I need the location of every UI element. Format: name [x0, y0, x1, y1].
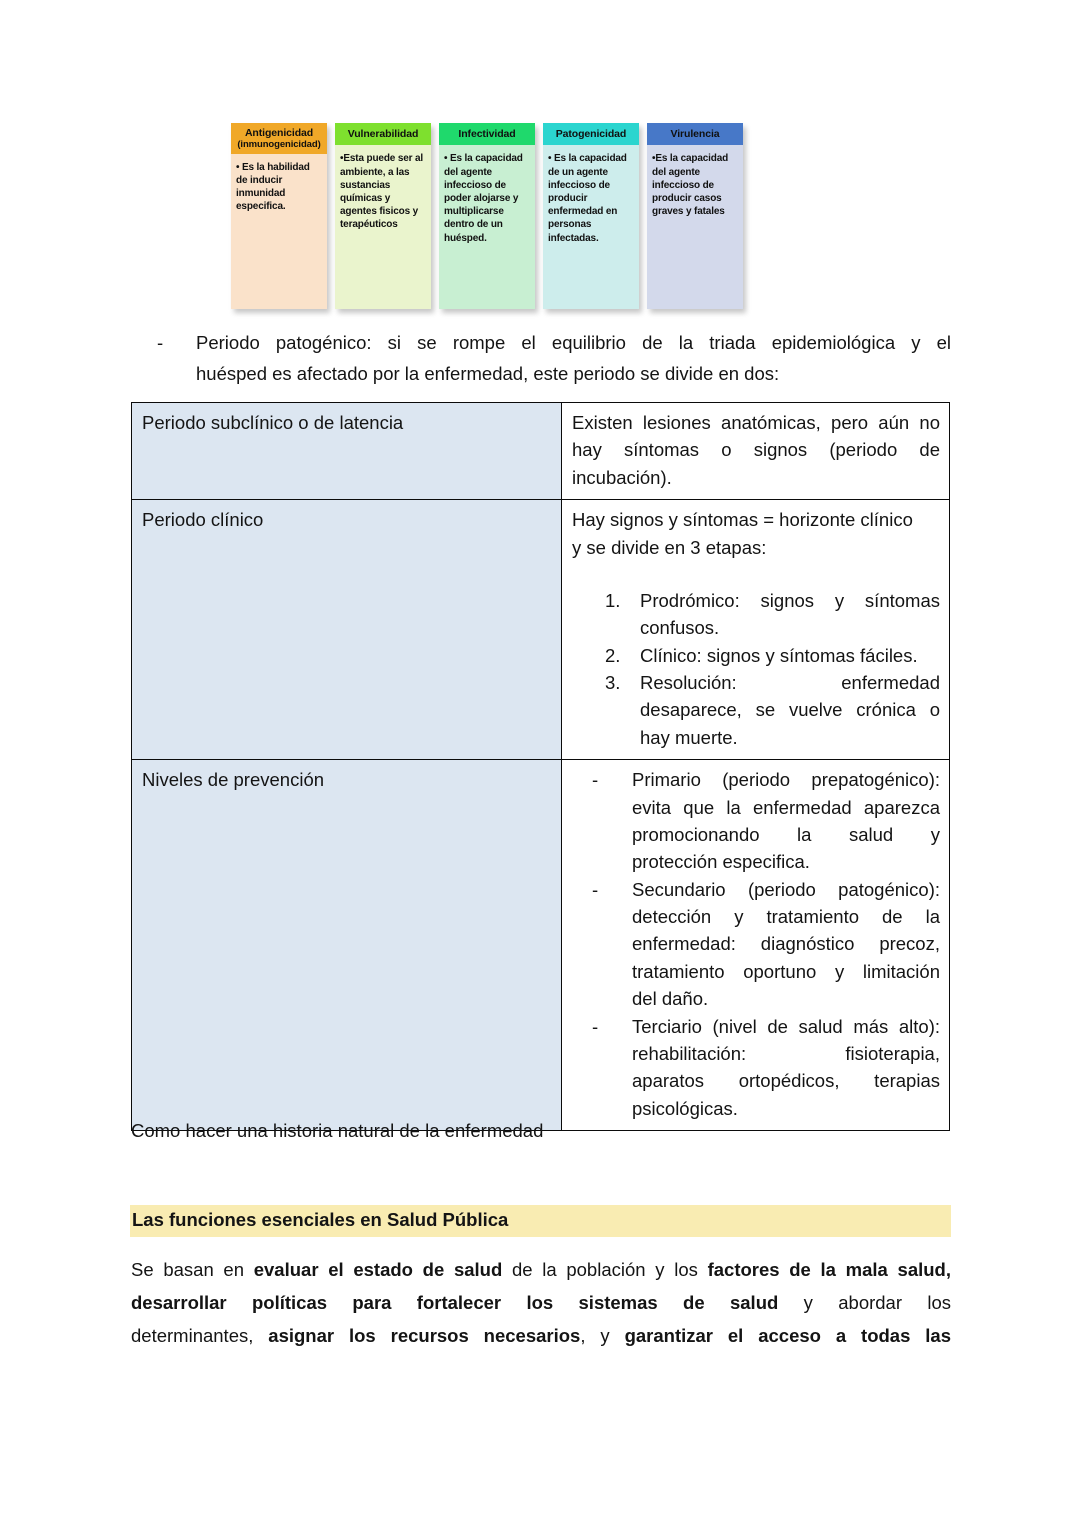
diagram-card-patogenicidad: [543, 123, 639, 309]
list-item: [572, 1013, 940, 1123]
periodo-patogenico-paragraph: [131, 328, 951, 389]
text-run-bold: factores de la mala salud,: [707, 1259, 952, 1280]
dash-marker: -: [592, 1015, 599, 1037]
list-line: tratamiento oportuno y limitación: [632, 960, 940, 982]
list-line: aparatos ortopédicos, terapias: [632, 1070, 940, 1092]
list-line: protección especifica.: [632, 851, 810, 873]
list-line: Primario (periodo prepatogénico):: [632, 769, 940, 791]
paragraph-line: huésped es afectado por la enfermedad, este periodo se divide en dos:: [196, 362, 780, 384]
list-item: [572, 587, 940, 642]
list-item: [572, 642, 940, 669]
list-line: promocionando la salud y: [632, 823, 940, 845]
niveles-prevencion-list: [572, 766, 940, 1122]
dash-marker: -: [592, 878, 599, 900]
card-header-virulencia: Virulencia: [647, 123, 743, 145]
dash-marker: -: [592, 769, 599, 791]
text-run-bold: asignar los recursos necesarios: [268, 1324, 581, 1346]
diagram-card-virulencia: [647, 123, 743, 309]
list-line: psicológicas.: [632, 1097, 738, 1119]
card-body-antigenicidad: • Es la habilidad de inducir inmunidad especifica.: [231, 154, 327, 309]
list-line: Resolución: enfermedad: [640, 672, 940, 693]
table-cell-label-subclinico: Periodo subclínico o de latencia: [132, 403, 562, 500]
card-subtitle: (inmunogenicidad): [237, 139, 321, 151]
list-item: [572, 766, 940, 876]
list-line: Clínico: signos y síntomas fáciles.: [640, 644, 918, 666]
text-run-bold: evaluar el estado de salud: [253, 1259, 503, 1280]
cell-line: y se divide en 3 etapas:: [572, 536, 767, 558]
list-line: enfermedad: diagnóstico precoz,: [632, 933, 940, 955]
cell-line: Existen lesiones anatómicas, pero aún no: [572, 412, 940, 433]
table-cell-content-clinico: [562, 500, 950, 760]
list-line: hay muerte.: [640, 726, 738, 748]
funciones-esenciales-paragraph: [131, 1254, 951, 1353]
list-line: Terciario (nivel de salud más alto):: [632, 1015, 940, 1037]
card-body-vulnerabilidad: •Esta puede ser al ambiente, a las sustancias químicas y agentes fisicos y terapéuticos: [335, 145, 431, 309]
cell-line: hay síntomas o signos (periodo de: [572, 439, 940, 461]
text-run-bold: garantizar el acceso a todas las: [624, 1324, 952, 1346]
list-line: desaparece, se vuelve crónica o: [640, 699, 940, 721]
text-run: Se basan en: [131, 1259, 254, 1280]
list-line: Prodrómico: signos y síntomas: [640, 589, 940, 611]
table-row: [132, 500, 950, 760]
list-line: detección y tratamiento de la: [632, 906, 940, 927]
list-item: [572, 669, 940, 751]
list-number: 3.: [605, 672, 621, 693]
como-hacer-historia-line: Como hacer una historia natural de la enfermedad: [131, 1120, 544, 1141]
paragraph-line: [131, 1287, 951, 1320]
table-cell-label-prevencion: Niveles de prevención: [132, 760, 562, 1131]
list-line: evita que la enfermedad aparezca: [632, 796, 940, 818]
list-line: confusos.: [640, 617, 720, 639]
card-header-patogenicidad: Patogenicidad: [543, 123, 639, 145]
funciones-esenciales-highlight: [130, 1205, 951, 1237]
etapas-list: [572, 587, 940, 751]
highlight-heading-text: Las funciones esenciales en Salud Pública: [132, 1209, 509, 1230]
diagram-card-antigenicidad: [231, 123, 327, 309]
table-row: [132, 403, 950, 500]
table-cell-label-clinico: Periodo clínico: [132, 500, 562, 760]
card-body-patogenicidad: • Es la capacidad de un agente infeccioso de producir enfermedad en personas infectadas.: [543, 145, 639, 309]
cell-line: incubación).: [572, 466, 672, 488]
card-title: Antigenicidad: [244, 127, 314, 139]
paragraph-line: [131, 1320, 951, 1353]
text-run: , y: [580, 1324, 625, 1346]
list-item: [572, 876, 940, 1013]
diagram-card-vulnerabilidad: [335, 123, 431, 309]
cell-line: Hay signos y síntomas = horizonte clínico: [572, 509, 913, 531]
table-cell-content-subclinico: [562, 403, 950, 500]
diagram-card-infectividad: [439, 123, 535, 309]
card-body-virulencia: •Es la capacidad del agente infeccioso de producir casos graves y fatales: [647, 145, 743, 309]
card-header-infectividad: Infectividad: [439, 123, 535, 145]
text-run: y abordar los: [778, 1291, 952, 1313]
card-body-infectividad: • Es la capacidad del agente infeccioso de poder alojarse y multiplicarse dentro de un huésped.: [439, 145, 535, 309]
card-header-vulnerabilidad: Vulnerabilidad: [335, 123, 431, 145]
periodo-patogenico-text: [196, 328, 951, 389]
text-run-bold: desarrollar políticas para fortalecer los sistemas de salud: [131, 1291, 779, 1313]
table-row: [132, 760, 950, 1131]
list-number: 2.: [605, 644, 621, 666]
periodo-patogenico-table: [131, 402, 950, 1131]
text-run: de la población y los: [502, 1259, 708, 1280]
capacidades-agente-diagram: [231, 123, 851, 309]
card-header-antigenicidad: [231, 123, 327, 154]
table-cell-content-prevencion: [562, 760, 950, 1131]
list-number: 1.: [605, 589, 621, 611]
list-line: rehabilitación: fisioterapia,: [632, 1042, 940, 1064]
paragraph-line: [131, 1254, 951, 1287]
list-line: del daño.: [632, 988, 709, 1010]
list-line: Secundario (periodo patogénico):: [632, 878, 940, 900]
dash-marker: -: [157, 332, 164, 353]
paragraph-line: Periodo patogénico: si se rompe el equilibrio de la triada epidemiológica y el: [196, 332, 951, 353]
text-run: determinantes,: [131, 1324, 269, 1346]
